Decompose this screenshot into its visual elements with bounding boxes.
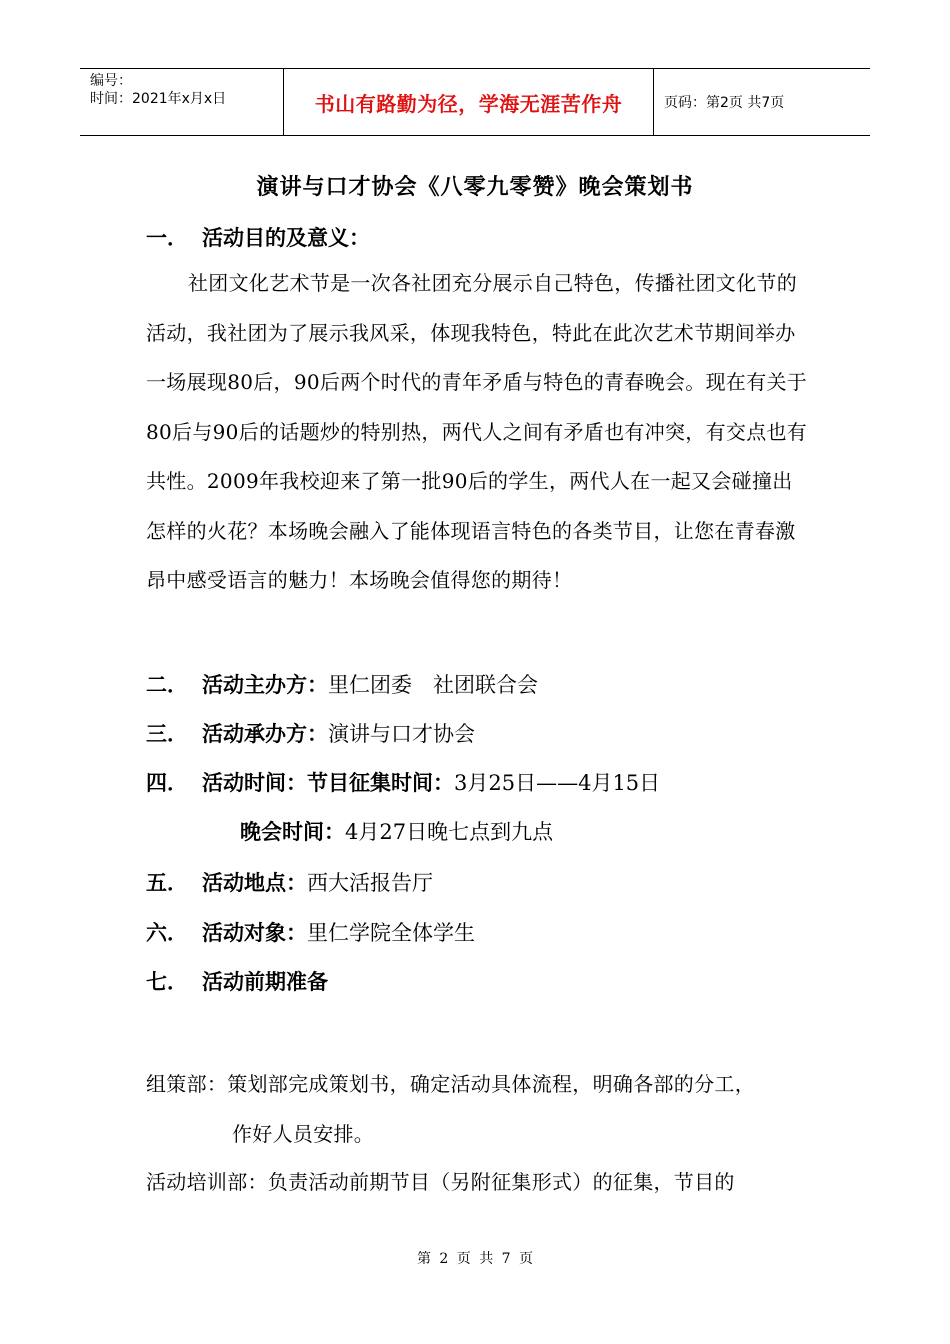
section-value: 西大活报告厅 bbox=[307, 871, 433, 895]
section-number: 四． bbox=[146, 770, 188, 795]
header-motto-cell bbox=[283, 69, 654, 135]
section-value: 演讲与口才协会 bbox=[328, 722, 475, 746]
section-value: 里仁团委 社团联合会 bbox=[328, 673, 538, 697]
header-meta bbox=[80, 69, 283, 135]
section-label: 活动前期准备 bbox=[202, 969, 328, 994]
section-5 bbox=[146, 867, 433, 897]
section-number: 一． bbox=[146, 225, 188, 250]
evening-time-value: 4月27日晚七点到九点 bbox=[345, 820, 554, 844]
section-label: 活动承办方： bbox=[202, 721, 328, 746]
section-3 bbox=[146, 718, 475, 748]
page-footer: 第 2 页 共 7 页 bbox=[416, 1251, 534, 1267]
section-label: 活动主办方： bbox=[202, 672, 328, 697]
section-number: 二． bbox=[146, 672, 188, 697]
section-number: 六． bbox=[146, 920, 188, 945]
training-dept-line-1: 活动培训部：负责活动前期节目（另附征集形式）的征集，节目的 bbox=[146, 1170, 735, 1194]
section-label: 活动时间：节目征集时间： bbox=[202, 770, 454, 795]
section-number: 七． bbox=[146, 969, 188, 994]
section-label: 活动地点： bbox=[202, 870, 307, 895]
header-motto: 书山有路勤为径，学海无涯苦作舟 bbox=[314, 91, 623, 116]
header-page-info: 页码：第2页 共7页 bbox=[664, 95, 785, 111]
document-title: 演讲与口才协会《八零九零赞》晚会策划书 bbox=[256, 174, 694, 200]
section-4 bbox=[146, 767, 660, 797]
purpose-paragraph: 社团文化艺术节是一次各社团充分展示自己特色，传播社团文化节的活动，我社团为了展示我风采，体现我特色，特此在此次艺术节期间举办一场展现80后，90后两个时代的青年矛盾与特色的青春晚会。现在有关于80后与90后的话题炒的特别热，两代人之间有矛盾也有冲突，有交点也有共性。2009年我校迎来了第一批90后的学生，两代人在一起又会碰撞出怎样的火花？本场晚会融入了能体现语言特色的各类节目，让您在青春激昂中感受语言的魅力！本场晚会值得您的期待！ bbox=[146, 271, 808, 592]
section-value: 里仁学院全体学生 bbox=[307, 921, 475, 945]
header-number-label: 编号： bbox=[90, 73, 132, 89]
section-number: 五． bbox=[146, 870, 188, 895]
section-7 bbox=[146, 966, 328, 996]
evening-time-label: 晚会时间： bbox=[240, 819, 345, 844]
evening-time bbox=[240, 816, 553, 846]
section-label: 活动目的及意义： bbox=[202, 225, 370, 250]
section-6 bbox=[146, 917, 475, 947]
planning-dept-line-1: 组策部：策划部完成策划书，确定活动具体流程，明确各部的分工， bbox=[146, 1072, 755, 1096]
section-number: 三． bbox=[146, 721, 188, 746]
header-table bbox=[80, 68, 870, 136]
section-label: 活动对象： bbox=[202, 920, 307, 945]
header-time-label: 时间：2021年x月x日 bbox=[90, 91, 227, 107]
planning-dept-line-2: 作好人员安排。 bbox=[232, 1122, 375, 1146]
section-1 bbox=[146, 222, 370, 252]
section-2 bbox=[146, 669, 538, 699]
section-value: 3月25日——4月15日 bbox=[454, 771, 661, 795]
